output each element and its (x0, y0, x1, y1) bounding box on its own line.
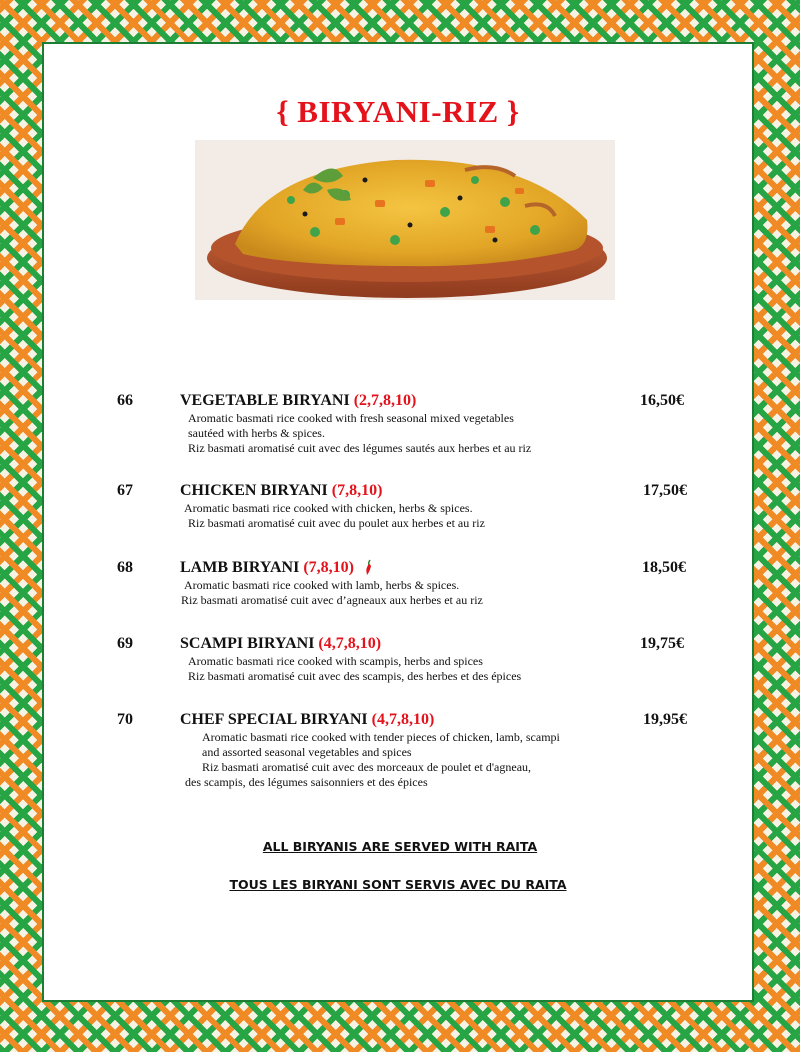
item-title: CHICKEN BIRYANI (180, 482, 328, 499)
item-name (180, 559, 374, 577)
item-name (180, 635, 381, 653)
item-allergens: (2,7,8,10) (353, 392, 417, 409)
item-number: 70 (117, 711, 133, 728)
item-number: 68 (117, 559, 133, 576)
item-title: VEGETABLE BIRYANI (180, 392, 350, 409)
biryani-dish-photo (195, 140, 615, 300)
desc-line: Riz basmati aromatisé cuit avec des morceaux de poulet et d'agneau, (202, 760, 532, 774)
item-description (184, 501, 485, 531)
desc-line: Aromatic basmati rice cooked with fresh seasonal mixed vegetables (188, 411, 514, 425)
page-title: { BIRYANI-RIZ } (276, 94, 520, 129)
item-price: 18,50€ (642, 559, 686, 576)
footer-note-fr: TOUS LES BIRYANI SONT SERVIS AVEC DU RAITA (229, 877, 567, 892)
item-description (188, 411, 531, 456)
desc-line: Aromatic basmati rice cooked with scampis, herbs and spices (188, 654, 483, 668)
chili-icon (364, 559, 374, 577)
item-title: SCAMPI BIRYANI (180, 635, 315, 652)
item-name (180, 711, 434, 729)
desc-line: sautéed with herbs & spices. (188, 426, 325, 440)
desc-line: Riz basmati aromatisé cuit avec des légumes sautés aux herbes et au riz (188, 441, 532, 455)
item-name (180, 482, 382, 500)
item-number: 69 (117, 635, 133, 652)
item-allergens: (4,7,8,10) (371, 711, 435, 728)
desc-line: Riz basmati aromatisé cuit avec des scampis, des herbes et des épices (188, 669, 522, 683)
desc-line: Riz basmati aromatisé cuit avec du poulet aux herbes et au riz (188, 516, 485, 530)
desc-line: des scampis, des légumes saisonniers et des épices (185, 775, 428, 789)
item-price: 16,50€ (640, 392, 684, 409)
item-title: CHEF SPECIAL BIRYANI (180, 711, 368, 728)
item-description (181, 578, 483, 608)
desc-line: Aromatic basmati rice cooked with tender pieces of chicken, lamb, scampi (202, 730, 560, 744)
desc-line: Aromatic basmati rice cooked with chicken, herbs & spices. (184, 501, 473, 515)
item-number: 67 (117, 482, 133, 499)
desc-line: and assorted seasonal vegetables and spices (202, 745, 412, 759)
item-price: 17,50€ (643, 482, 687, 499)
item-price: 19,95€ (643, 711, 687, 728)
item-description (185, 730, 560, 790)
footer-note-en: ALL BIRYANIS ARE SERVED WITH RAITA (262, 839, 538, 854)
menu-page (44, 44, 752, 1000)
item-allergens: (4,7,8,10) (318, 635, 382, 652)
item-description (188, 654, 521, 684)
item-allergens: (7,8,10) (303, 559, 354, 576)
item-title: LAMB BIRYANI (180, 559, 300, 576)
desc-line: Riz basmati aromatisé cuit avec d’agneaux aux herbes et au riz (181, 593, 483, 607)
desc-line: Aromatic basmati rice cooked with lamb, herbs & spices. (184, 578, 460, 592)
item-name (180, 392, 416, 410)
item-allergens: (7,8,10) (331, 482, 383, 499)
item-number: 66 (117, 392, 133, 409)
item-price: 19,75€ (640, 635, 684, 652)
